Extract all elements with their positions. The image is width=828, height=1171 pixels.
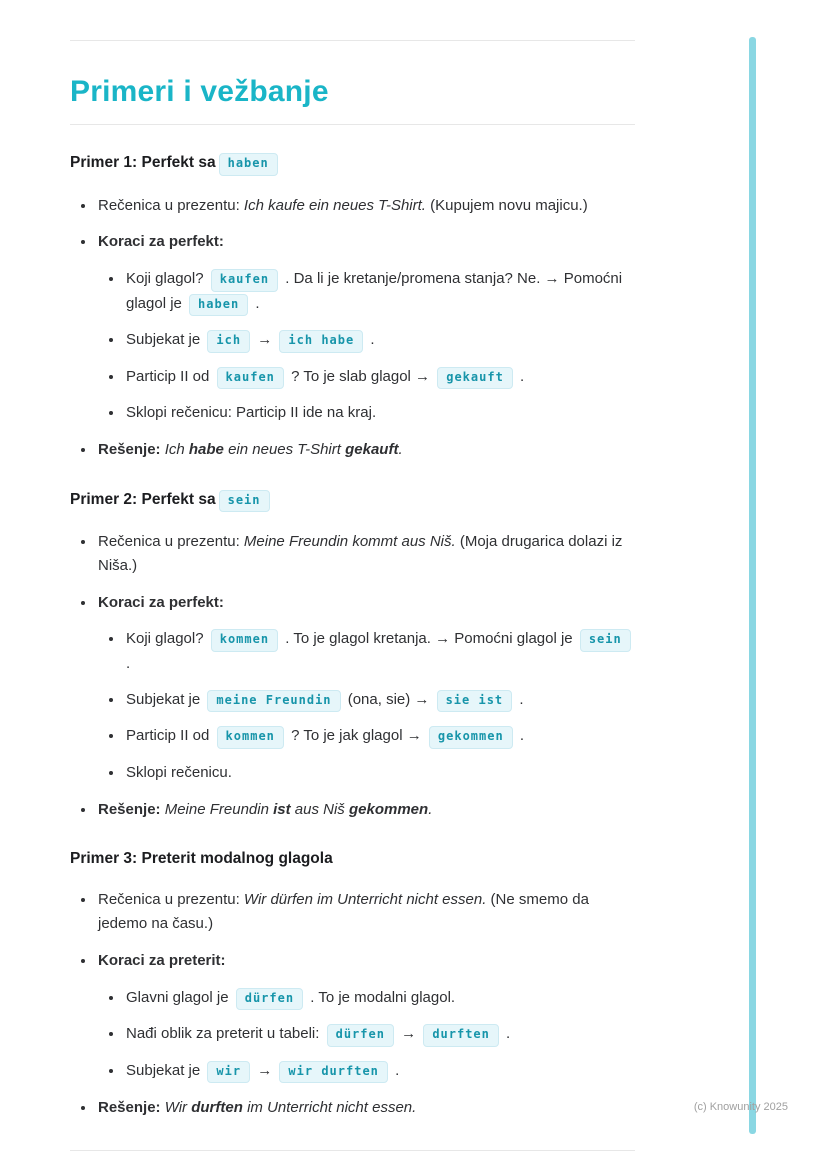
text-run: ? To je jak glagol → xyxy=(286,727,426,745)
list-item xyxy=(124,267,635,316)
page-scrollbar-thumb[interactable] xyxy=(749,37,756,1134)
list-item xyxy=(96,1096,635,1120)
page-title: Primeri i vežbanje xyxy=(70,75,329,108)
section-heading xyxy=(70,488,635,513)
text-run: aus Niš xyxy=(290,800,349,818)
inline-code-badge: sein xyxy=(219,490,270,513)
list-item xyxy=(96,949,635,1083)
list-item xyxy=(124,627,635,675)
text-run: . xyxy=(515,727,525,745)
list-item xyxy=(124,328,635,353)
text-run: Subjekat je xyxy=(126,331,205,349)
inline-code-badge: kaufen xyxy=(217,367,284,390)
text-run: Particip II od xyxy=(126,367,214,385)
text-run: Wir xyxy=(164,1099,192,1117)
text-run: . xyxy=(515,690,524,708)
text-run: . To je modalni glagol. xyxy=(306,988,456,1006)
list-item xyxy=(124,688,635,713)
text-run: (Ne smemo da jedemo na času.) xyxy=(98,891,589,933)
text-run: habe xyxy=(188,441,224,459)
text-run: . xyxy=(390,1061,400,1079)
list-item xyxy=(124,1059,635,1084)
text-run: Nađi oblik za preterit u tabeli: xyxy=(126,1025,324,1043)
inline-code-badge: kommen xyxy=(217,726,284,749)
inline-code-badge: haben xyxy=(219,153,278,176)
list-item xyxy=(124,724,635,749)
bullet-list xyxy=(70,888,635,1120)
text-run: . xyxy=(398,441,403,459)
inline-code-badge: kaufen xyxy=(211,269,278,292)
text-run: ein neues T-Shirt xyxy=(223,441,346,459)
text-run: . xyxy=(251,294,260,312)
text-run: Koji glagol? xyxy=(126,269,208,287)
text-run: durften xyxy=(191,1099,243,1117)
text-run: → xyxy=(253,1061,277,1079)
list-item xyxy=(96,194,635,218)
inline-code-badge: durften xyxy=(423,1024,499,1047)
text-run: Ich xyxy=(164,441,189,459)
list-item xyxy=(96,591,635,785)
copyright-text: (c) Knowunity 2025 xyxy=(693,1101,788,1113)
text-run: Sklopi rečenicu. xyxy=(126,763,232,781)
inline-code-badge: wir durften xyxy=(279,1061,387,1084)
text-run: Primer 3: Preterit modalnog glagola xyxy=(70,850,333,868)
text-run: Ich kaufe ein neues T-Shirt. xyxy=(243,196,426,214)
list-item xyxy=(124,1022,635,1047)
text-run: Meine Freundin xyxy=(164,800,274,818)
text-run: gekauft xyxy=(345,441,399,459)
list-item xyxy=(124,365,635,390)
text-run: . Da li je kretanje/promena stanja? Ne. → Pomoćni glagol je xyxy=(126,269,623,312)
text-run: ist xyxy=(273,800,291,818)
text-run: (Moja drugarica dolazi iz Niša.) xyxy=(98,533,623,574)
text-run: Meine Freundin kommt aus Niš. xyxy=(243,533,456,551)
section-heading xyxy=(70,151,635,176)
text-run: Wir dürfen im Unterricht nicht essen. xyxy=(243,891,487,909)
inline-code-badge: meine Freundin xyxy=(207,690,340,713)
text-run: Sklopi rečenicu: Particip II ide na kraj. xyxy=(126,404,377,422)
list-item xyxy=(96,230,635,425)
top-divider xyxy=(70,40,635,41)
text-run: Koraci za preterit: xyxy=(98,951,226,969)
text-run: Rečenica u prezentu: xyxy=(98,533,244,551)
sub-bullet-list xyxy=(98,627,635,784)
text-run: . xyxy=(501,1025,511,1043)
section-heading xyxy=(70,847,635,870)
inline-code-badge: sein xyxy=(580,629,631,652)
bottom-divider xyxy=(70,1150,635,1151)
inline-code-badge: sie ist xyxy=(437,690,513,713)
inline-code-badge: dürfen xyxy=(327,1024,394,1047)
text-run: Rešenje: xyxy=(98,1099,165,1117)
text-run: (Kupujem novu majicu.) xyxy=(425,196,588,214)
text-run: Rečenica u prezentu: xyxy=(98,891,244,909)
inline-code-badge: ich xyxy=(207,330,250,353)
text-run: Primer 2: Perfekt sa xyxy=(70,490,216,508)
text-run: Koji glagol? xyxy=(126,630,208,648)
text-run: im Unterricht nicht essen. xyxy=(242,1099,417,1117)
inline-code-badge: ich habe xyxy=(279,330,363,353)
text-run: . xyxy=(126,654,131,672)
text-run: Koraci za perfekt: xyxy=(98,233,224,251)
title-divider xyxy=(70,124,635,125)
text-run: . To je glagol kretanja. → Pomoćni glagol je xyxy=(281,630,577,648)
sections-container xyxy=(70,151,635,1120)
list-item xyxy=(124,761,635,785)
bullet-list xyxy=(70,194,635,462)
inline-code-badge: haben xyxy=(189,294,248,317)
text-run: Particip II od xyxy=(126,727,214,745)
text-run: Rešenje: xyxy=(98,800,165,818)
sub-bullet-list xyxy=(98,267,635,425)
text-run: . xyxy=(428,800,433,818)
list-item xyxy=(96,438,635,462)
text-run: Rešenje: xyxy=(98,441,165,459)
text-run: Primer 1: Perfekt sa xyxy=(70,154,216,171)
text-run: . xyxy=(366,331,375,349)
text-run: Subjekat je xyxy=(126,690,205,708)
bullet-list xyxy=(70,530,635,821)
inline-code-badge: wir xyxy=(207,1061,250,1084)
list-item xyxy=(96,530,635,577)
text-run: → xyxy=(396,1025,421,1043)
text-run: Glavni glagol je xyxy=(126,988,233,1006)
list-item xyxy=(96,798,635,822)
inline-code-badge: dürfen xyxy=(236,988,303,1011)
sub-bullet-list xyxy=(98,986,635,1084)
list-item xyxy=(96,888,635,935)
text-run: Rečenica u prezentu: xyxy=(98,196,244,214)
inline-code-badge: gekauft xyxy=(437,367,513,390)
text-run: Subjekat je xyxy=(126,1061,205,1079)
text-run: Koraci za perfekt: xyxy=(98,593,224,611)
text-run: gekommen xyxy=(348,800,429,818)
text-run: ? To je slab glagol → xyxy=(286,367,435,385)
text-run: (ona, sie) → xyxy=(343,690,434,708)
list-item xyxy=(124,401,635,425)
text-run: → xyxy=(253,331,277,349)
content xyxy=(70,40,635,1151)
list-item xyxy=(124,986,635,1011)
inline-code-badge: kommen xyxy=(211,629,278,652)
text-run: . xyxy=(515,367,525,385)
inline-code-badge: gekommen xyxy=(429,726,513,749)
